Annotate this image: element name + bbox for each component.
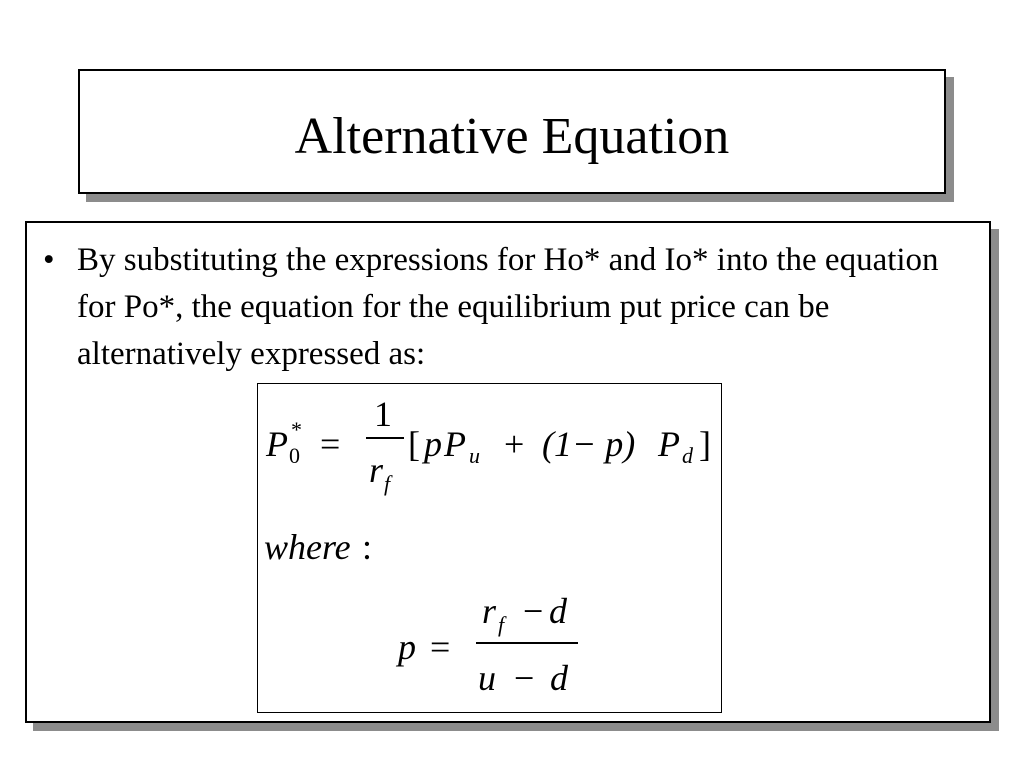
eq-p-lower: p: [424, 424, 442, 464]
eq-sub-u: u: [469, 443, 480, 468]
fraction-bar-2: [476, 642, 578, 644]
equation-box: [257, 383, 722, 713]
eq-P-upper: P: [444, 424, 466, 464]
content-box: [25, 221, 991, 723]
eq-star: *: [291, 417, 302, 442]
eq2-d-den: d: [550, 658, 568, 698]
eq-sub-f: f: [384, 471, 391, 496]
eq-P-d: P: [658, 424, 680, 464]
eq-r: r: [369, 450, 384, 490]
eq-numerator-one: 1: [374, 394, 392, 434]
eq2-u: u: [478, 658, 496, 698]
eq-plus: +: [504, 424, 525, 464]
eq2-minus-den: −: [514, 658, 535, 698]
eq2-p: p: [398, 627, 416, 667]
eq-equals-1: =: [320, 424, 341, 464]
where-label: where: [264, 527, 351, 567]
eq-bracket-close: ]: [699, 424, 711, 464]
eq-bracket-open: [: [408, 424, 420, 464]
eq2-d-num: d: [549, 591, 567, 631]
bullet-marker: •: [43, 242, 55, 278]
eq2-equals: =: [430, 627, 451, 667]
eq-P: P: [266, 424, 288, 464]
eq-sub-zero: 0: [289, 443, 300, 468]
title-box: [78, 69, 946, 194]
bullet-text: By substituting the expressions for Ho* and Io* into the equation for Po*, the equation for the equilibrium put price can be alternatively expressed as:: [77, 242, 939, 372]
eq2-sub-f: f: [498, 612, 505, 637]
fraction-bar-1: [366, 437, 404, 439]
eq-sub-d: d: [682, 443, 693, 468]
eq2-minus-num: −: [523, 591, 544, 631]
eq2-r: r: [482, 591, 497, 631]
slide-title: Alternative Equation: [294, 108, 730, 165]
eq-paren-part: (1− p): [542, 424, 636, 464]
where-colon: :: [362, 527, 373, 567]
